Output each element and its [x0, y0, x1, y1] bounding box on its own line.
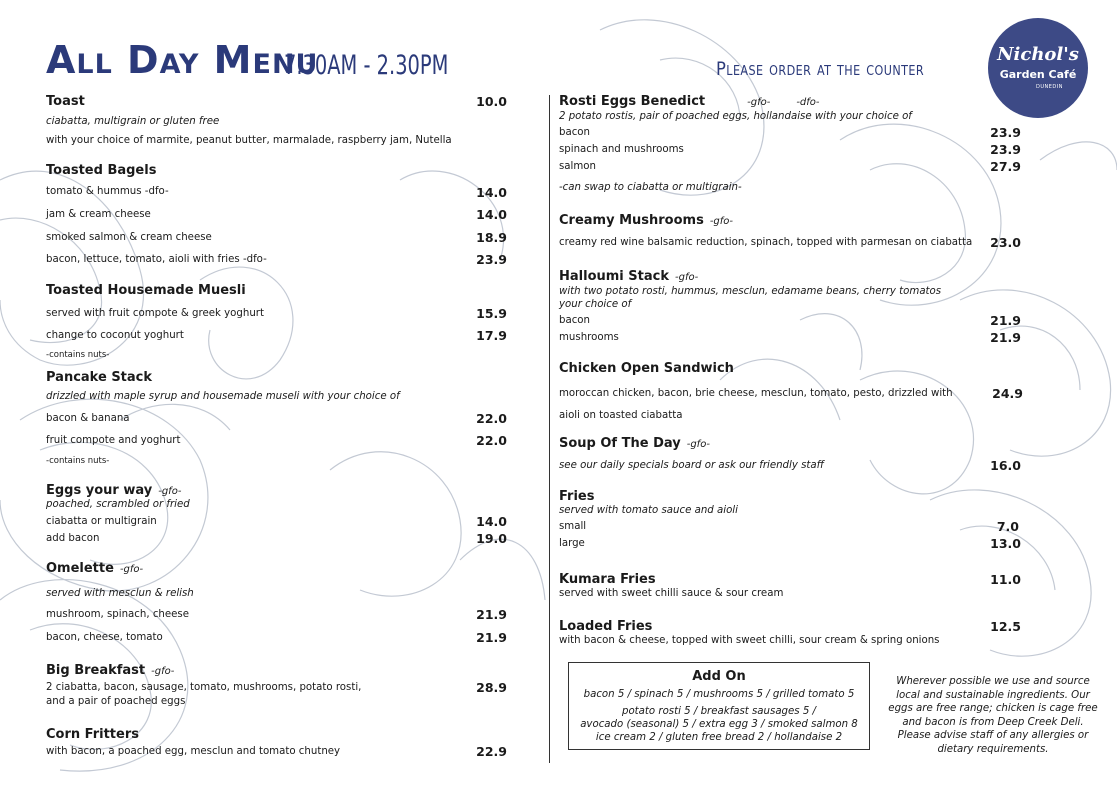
diet-tag: -gfo- [709, 216, 734, 227]
section-title-text: Creamy Mushrooms [559, 213, 704, 228]
section-title: Toast [46, 94, 85, 109]
section-title-text: Rosti Eggs Benedict [559, 94, 706, 109]
logo-sub: Garden Café [999, 68, 1077, 81]
price: 23.9 [990, 125, 1021, 140]
price: 23.9 [476, 252, 507, 267]
section-desc: see our daily specials board or ask our friendly staff [559, 460, 825, 471]
price: 19.0 [476, 531, 507, 546]
item-name: bacon [559, 127, 591, 138]
section-title-text: Soup Of The Day [559, 436, 681, 451]
price: 12.5 [990, 619, 1021, 634]
note-line: Wherever possible we use and source [896, 676, 1090, 687]
item-desc: 2 ciabatta, bacon, sausage, tomato, mushrooms, potato rosti, [46, 682, 362, 693]
price: 22.9 [476, 744, 507, 759]
price: 27.9 [990, 159, 1021, 174]
section-title: Fries [559, 489, 595, 504]
item-name: smoked salmon & cream cheese [46, 232, 212, 243]
price: 14.0 [476, 514, 507, 529]
item-name: bacon & banana [46, 413, 130, 424]
item-name: bacon, lettuce, tomato, aioli with fries -dfo- [46, 254, 267, 265]
item-name: mushrooms [559, 332, 619, 343]
section-title-text: Eggs your way [46, 483, 153, 498]
price: 21.9 [476, 630, 507, 645]
section-desc: poached, scrambled or fried [46, 499, 190, 510]
price: 21.9 [476, 607, 507, 622]
item-name: change to coconut yoghurt [46, 330, 184, 341]
price: 18.9 [476, 230, 507, 245]
section-note: -can swap to ciabatta or multigrain- [559, 182, 742, 193]
logo-place: DUNEDIN [1036, 84, 1063, 90]
item-desc: with bacon, a poached egg, mesclun and tomato chutney [46, 746, 341, 757]
column-divider [549, 95, 550, 763]
item-name: salmon [559, 161, 596, 172]
note-line: and bacon is from Deep Creek Deli. [902, 716, 1084, 728]
section-desc: 2 potato rostis, pair of poached eggs, hollandaise with your choice of [559, 111, 912, 122]
section-title: Chicken Open Sandwich [559, 361, 734, 376]
section-title: Corn Fritters [46, 727, 139, 742]
menu-title: All Day Menu [46, 38, 319, 82]
price: 11.0 [990, 572, 1021, 587]
diet-tag: -gfo- [747, 97, 771, 108]
price: 28.9 [476, 680, 507, 695]
diet-tag: -gfo- [151, 666, 175, 677]
item-name: large [559, 538, 585, 549]
section-desc: served with mesclun & relish [46, 588, 194, 599]
section-desc: ciabatta, multigrain or gluten free [46, 116, 220, 127]
price: 22.0 [476, 411, 507, 426]
order-note: Please order at the counter [716, 58, 925, 80]
item-name: tomato & hummus -dfo- [46, 186, 169, 197]
item-name: fruit compote and yoghurt [46, 435, 181, 446]
section-note: -contains nuts- [46, 456, 110, 466]
add-on-title: Add On [692, 669, 746, 684]
section-title: Toasted Housemade Muesli [46, 283, 246, 298]
section-title [559, 436, 710, 451]
item-desc: served with sweet chilli sauce & sour cream [559, 588, 784, 599]
note-line: eggs are free range; chicken is cage free [888, 703, 1098, 714]
section-title [559, 269, 698, 284]
item-name: jam & cream cheese [46, 209, 151, 220]
menu-hours: 7.30AM - 2.30PM [284, 50, 449, 81]
cafe-logo [988, 18, 1088, 118]
section-note: -contains nuts- [46, 350, 110, 360]
diet-tag: -gfo- [686, 439, 710, 450]
section-desc: with two potato rosti, hummus, mesclun, edamame beans, cherry tomatos [559, 286, 942, 297]
section-desc: drizzled with maple syrup and housemade museli with your choice of [46, 391, 400, 402]
diet-tag: -gfo- [119, 564, 144, 575]
section-note: with your choice of marmite, peanut butter, marmalade, raspberry jam, Nutella [46, 135, 452, 146]
section-title [46, 561, 143, 576]
price: 14.0 [476, 207, 507, 222]
price: 17.9 [476, 328, 507, 343]
add-on-line: potato rosti 5 / breakfast sausages 5 / [621, 706, 816, 717]
sourcing-note [888, 675, 1098, 756]
diet-tag: -gfo- [158, 486, 182, 497]
price: 23.0 [990, 235, 1021, 250]
item-name: ciabatta or multigrain [46, 516, 157, 527]
section-title [559, 94, 820, 109]
price: 13.0 [990, 536, 1021, 551]
item-name: mushroom, spinach, cheese [46, 609, 189, 620]
item-desc: moroccan chicken, bacon, brie cheese, mesclun, tomato, pesto, drizzled with [559, 388, 953, 399]
price: 23.9 [990, 142, 1021, 157]
item-name: served with fruit compote & greek yoghurt [46, 308, 264, 319]
note-line: dietary requirements. [937, 743, 1049, 755]
price: 15.9 [476, 306, 507, 321]
section-title [46, 483, 181, 498]
section-title-text: Big Breakfast [46, 663, 146, 678]
price: 21.9 [990, 313, 1021, 328]
item-desc: with bacon & cheese, topped with sweet chilli, sour cream & spring onions [559, 635, 940, 646]
item-desc: creamy red wine balsamic reduction, spinach, topped with parmesan on ciabatta [559, 237, 973, 248]
diet-tag: -dfo- [796, 97, 820, 108]
price: 16.0 [990, 458, 1021, 473]
section-desc: served with tomato sauce and aioli [559, 505, 738, 516]
section-title: Toasted Bagels [46, 163, 157, 178]
section-title-text: Halloumi Stack [559, 269, 669, 284]
section-title: Pancake Stack [46, 370, 153, 385]
add-on-line: avocado (seasonal) 5 / extra egg 3 / smoked salmon 8 [580, 719, 858, 730]
price: 21.9 [990, 330, 1021, 345]
add-on-line: ice cream 2 / gluten free bread 2 / hollandaise 2 [595, 732, 843, 743]
add-on-box [568, 662, 870, 750]
add-on-line: bacon 5 / spinach 5 / mushrooms 5 / grilled tomato 5 [583, 689, 855, 700]
item-name: bacon, cheese, tomato [46, 632, 163, 643]
section-desc: your choice of [559, 299, 632, 310]
item-name: add bacon [46, 533, 100, 544]
section-title-text: Omelette [46, 561, 114, 576]
price: 10.0 [476, 94, 507, 109]
item-name: spinach and mushrooms [559, 144, 684, 155]
price: 14.0 [476, 185, 507, 200]
price: 7.0 [996, 519, 1019, 534]
diet-tag: -gfo- [674, 272, 699, 283]
section-title: Kumara Fries [559, 572, 656, 587]
item-desc: aioli on toasted ciabatta [559, 410, 683, 421]
note-line: Please advise staff of any allergies or [897, 730, 1089, 741]
section-title: Loaded Fries [559, 619, 653, 634]
section-title [46, 663, 174, 678]
logo-name: Nichol's [997, 44, 1079, 65]
price: 24.9 [992, 386, 1023, 401]
item-name: small [559, 521, 587, 532]
section-title [559, 213, 733, 228]
item-desc: and a pair of poached eggs [46, 696, 186, 707]
price: 22.0 [476, 433, 507, 448]
item-name: bacon [559, 315, 591, 326]
note-line: local and sustainable ingredients. Our [896, 689, 1090, 701]
